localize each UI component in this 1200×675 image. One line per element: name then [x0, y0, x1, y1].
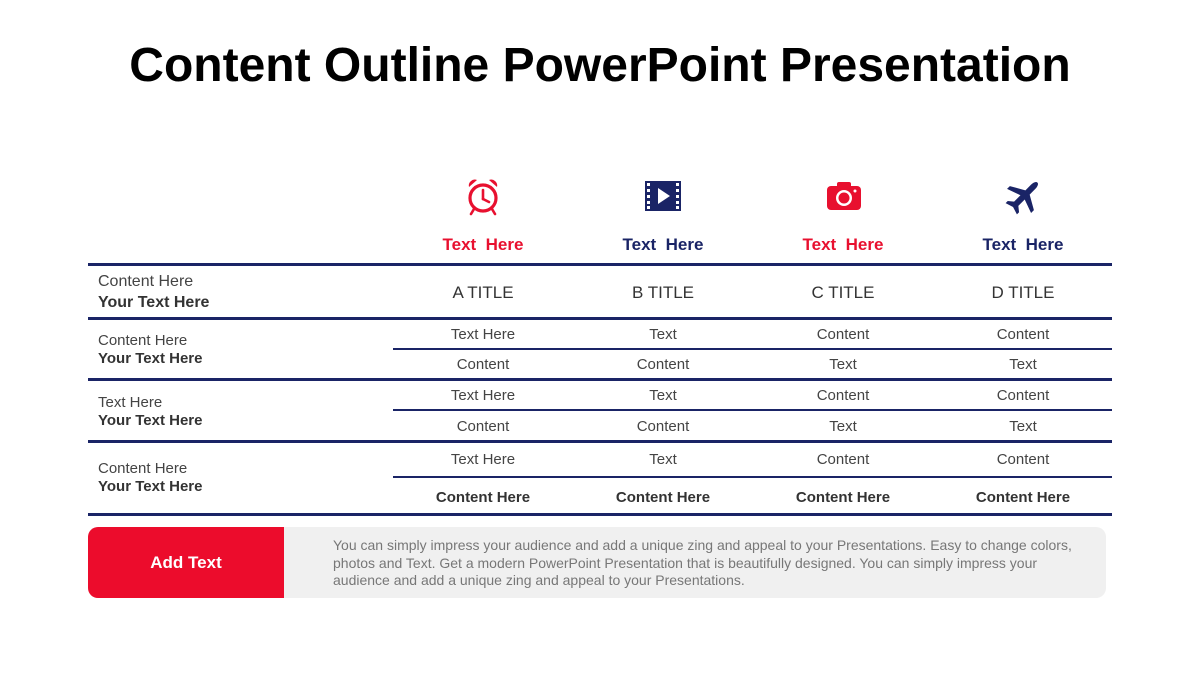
- row-sublabel: Your Text Here: [98, 412, 203, 429]
- add-text-button[interactable]: Add Text: [88, 527, 284, 598]
- table-divider: [88, 263, 1112, 266]
- table-cell: Content: [816, 326, 870, 343]
- table-cell: Text: [649, 387, 677, 404]
- column-heading-a: Text Here: [442, 235, 524, 254]
- table-cell: Text Here: [450, 451, 516, 468]
- table-cell: Text: [649, 451, 677, 468]
- airplane-icon: [1004, 176, 1044, 216]
- banner-description: You can simply impress your audience and add a unique zing and appeal to your Presentations. Easy to change colors, photos and Text. Get a modern PowerPoint Presentation that is beautifully designed. You can simply impress your audience and add a unique zing and appeal to your Presentations.: [333, 537, 1072, 588]
- table-cell: C TITLE: [811, 283, 875, 302]
- table-cell: Text Here: [450, 326, 516, 343]
- column-heading-b: Text Here: [622, 235, 704, 254]
- table-cell: Content Here: [795, 489, 891, 506]
- video-play-icon: [643, 176, 683, 216]
- table-cell: Content: [996, 326, 1050, 343]
- table-cell: B TITLE: [631, 283, 695, 302]
- table-cell: Content Here: [615, 489, 711, 506]
- row-sublabel: Your Text Here: [98, 478, 203, 495]
- row-label: Content Here: [98, 332, 188, 349]
- table-cell: Text: [829, 356, 857, 373]
- table-cell: Content: [816, 387, 870, 404]
- table-cell: Content: [456, 418, 510, 435]
- row-label: Text Here: [98, 394, 163, 411]
- page-title: Content Outline PowerPoint Presentation: [129, 39, 1071, 92]
- row-label: Content Here: [98, 460, 188, 477]
- column-heading-d: Text Here: [982, 235, 1064, 254]
- table-subdivider: [393, 476, 1112, 478]
- row-sublabel: Your Text Here: [98, 294, 210, 311]
- table-divider: [88, 317, 1112, 320]
- info-banner: [88, 527, 1106, 598]
- column-heading-c: Text Here: [802, 235, 884, 254]
- table-subdivider: [393, 348, 1112, 350]
- table-cell: A TITLE: [452, 283, 514, 302]
- table-cell: Content: [996, 451, 1050, 468]
- table-cell: Content: [636, 418, 690, 435]
- camera-icon: [824, 176, 864, 216]
- table-cell: Text: [649, 326, 677, 343]
- table-cell: Content: [636, 356, 690, 373]
- alarm-clock-icon: [463, 176, 503, 216]
- table-cell: Text: [1009, 418, 1037, 435]
- table-cell: Content Here: [435, 489, 531, 506]
- table-cell: Content: [996, 387, 1050, 404]
- table-cell: Text: [829, 418, 857, 435]
- table-cell: D TITLE: [991, 283, 1055, 302]
- table-cell: Content: [816, 451, 870, 468]
- table-divider: [88, 378, 1112, 381]
- table-cell: Text Here: [450, 387, 516, 404]
- table-subdivider: [393, 409, 1112, 411]
- table-cell: Text: [1009, 356, 1037, 373]
- table-cell: Content: [456, 356, 510, 373]
- row-label: Content Here: [98, 273, 194, 290]
- table-divider: [88, 440, 1112, 443]
- row-sublabel: Your Text Here: [98, 350, 203, 367]
- table-divider: [88, 513, 1112, 516]
- table-cell: Content Here: [975, 489, 1071, 506]
